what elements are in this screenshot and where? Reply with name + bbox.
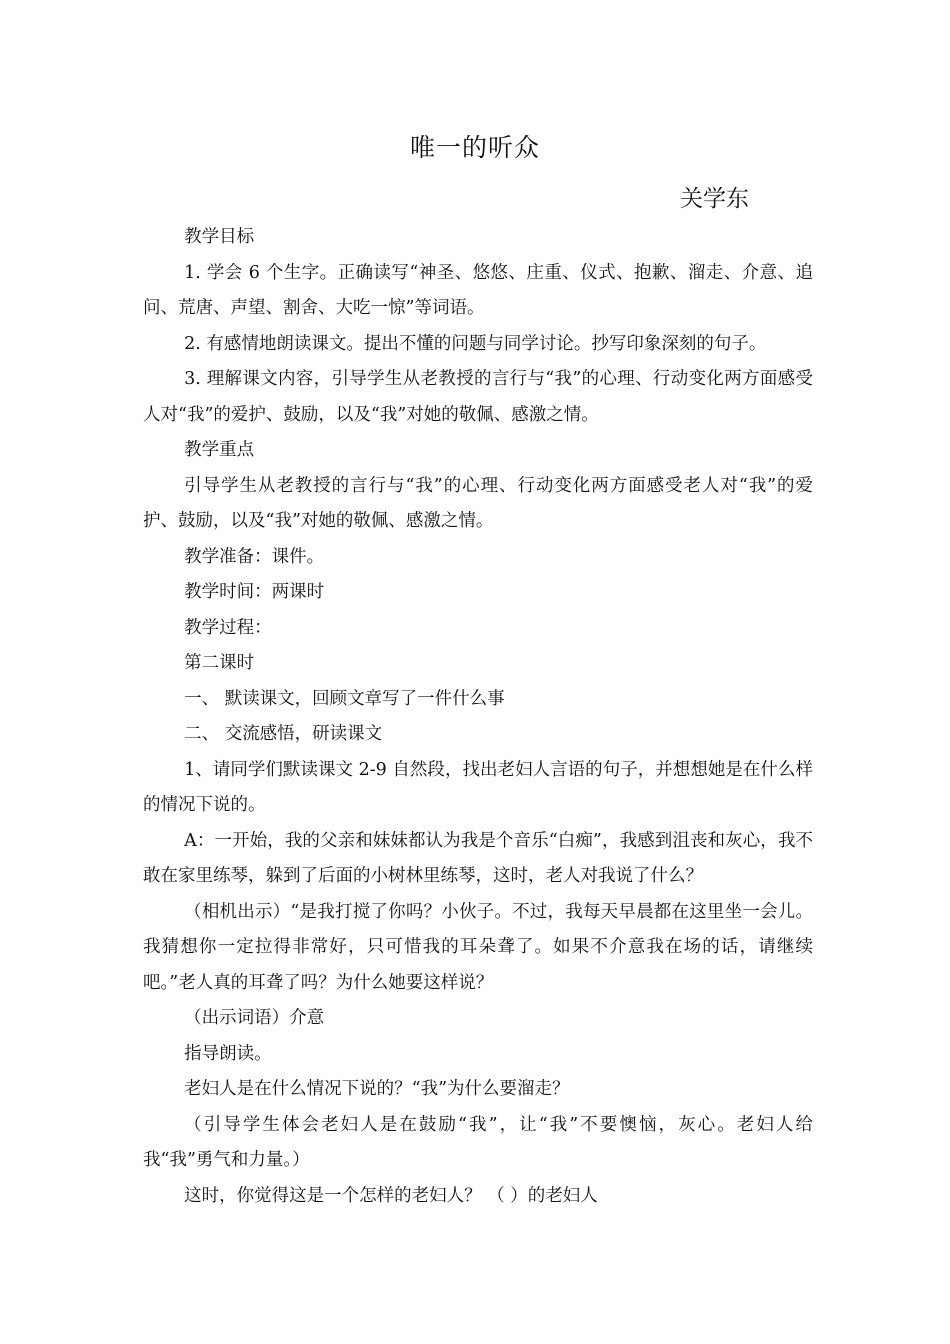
key-points-text: 引导学生从老教授的言行与“我”的心理、行动变化两方面感受老人对“我”的爱护、鼓励，以及“我”对她的敬佩、感激之情。	[143, 475, 813, 531]
section-heading-objectives: 教学目标	[184, 227, 255, 247]
preparation-line: 教学准备：课件。	[184, 546, 325, 567]
document-author: 关学东	[680, 186, 749, 212]
reflection-question: 这时，你觉得这是一个怎样的老妇人？ （ ）的老妇人	[184, 1185, 598, 1206]
reading-guide-line: 指导朗读。	[184, 1043, 272, 1064]
step-one: 一、 默读课文，回顾文章写了一件什么事	[184, 688, 505, 709]
task-paragraph: 1、请同学们默读课文 2-9 自然段，找出老妇人言语的句子，并想想她是在什么样的情况下说的。	[143, 759, 813, 815]
quote-paragraph: （相机出示）“是我打搅了你吗？小伙子。不过，我每天早晨都在这里坐一会儿。我猜想你一定拉得非常好，只可惜我的耳朵聋了。如果不介意我在场的话，请继续吧。”老人真的耳聋了吗？为什么她要这样说？	[143, 901, 813, 993]
time-line: 教学时间：两课时	[184, 582, 325, 602]
objective-item-3: 3. 理解课文内容，引导学生从老教授的言行与“我”的心理、行动变化两方面感受人对“我”的爱护、鼓励，以及“我”对她的敬佩、感激之情。	[143, 369, 813, 425]
guidance-paragraph: （引导学生体会老妇人是在鼓励“我”，让“我”不要懊恼，灰心。老妇人给我“我”勇气和力量。）	[143, 1114, 813, 1170]
document-body	[143, 220, 813, 1214]
question-line: 老妇人是在什么情况下说的？“我”为什么要溜走？	[184, 1079, 570, 1099]
process-heading: 教学过程：	[184, 617, 272, 638]
part-a-paragraph: A：一开始，我的父亲和妹妹都认为我是个音乐“白痴”，我感到沮丧和灰心，我不敢在家里练琴，躲到了后面的小树林里练琴，这时，老人对我说了什么？	[143, 830, 813, 886]
objective-item-1: 1. 学会 6 个生字。正确读写“神圣、悠悠、庄重、仪式、抱歉、溜走、介意、追问、荒唐、声望、割舍、大吃一惊”等词语。	[143, 262, 813, 318]
lesson-heading: 第二课时	[184, 653, 255, 673]
vocabulary-line: （出示词语）介意	[184, 1008, 325, 1028]
objective-item-2: 2. 有感情地朗读课文。提出不懂的问题与同学讨论。抄写印象深刻的句子。	[184, 333, 767, 354]
section-heading-key-points: 教学重点	[184, 440, 255, 460]
step-two: 二、 交流感悟，研读课文	[184, 724, 383, 744]
document-title: 唯一的听众	[409, 133, 540, 162]
